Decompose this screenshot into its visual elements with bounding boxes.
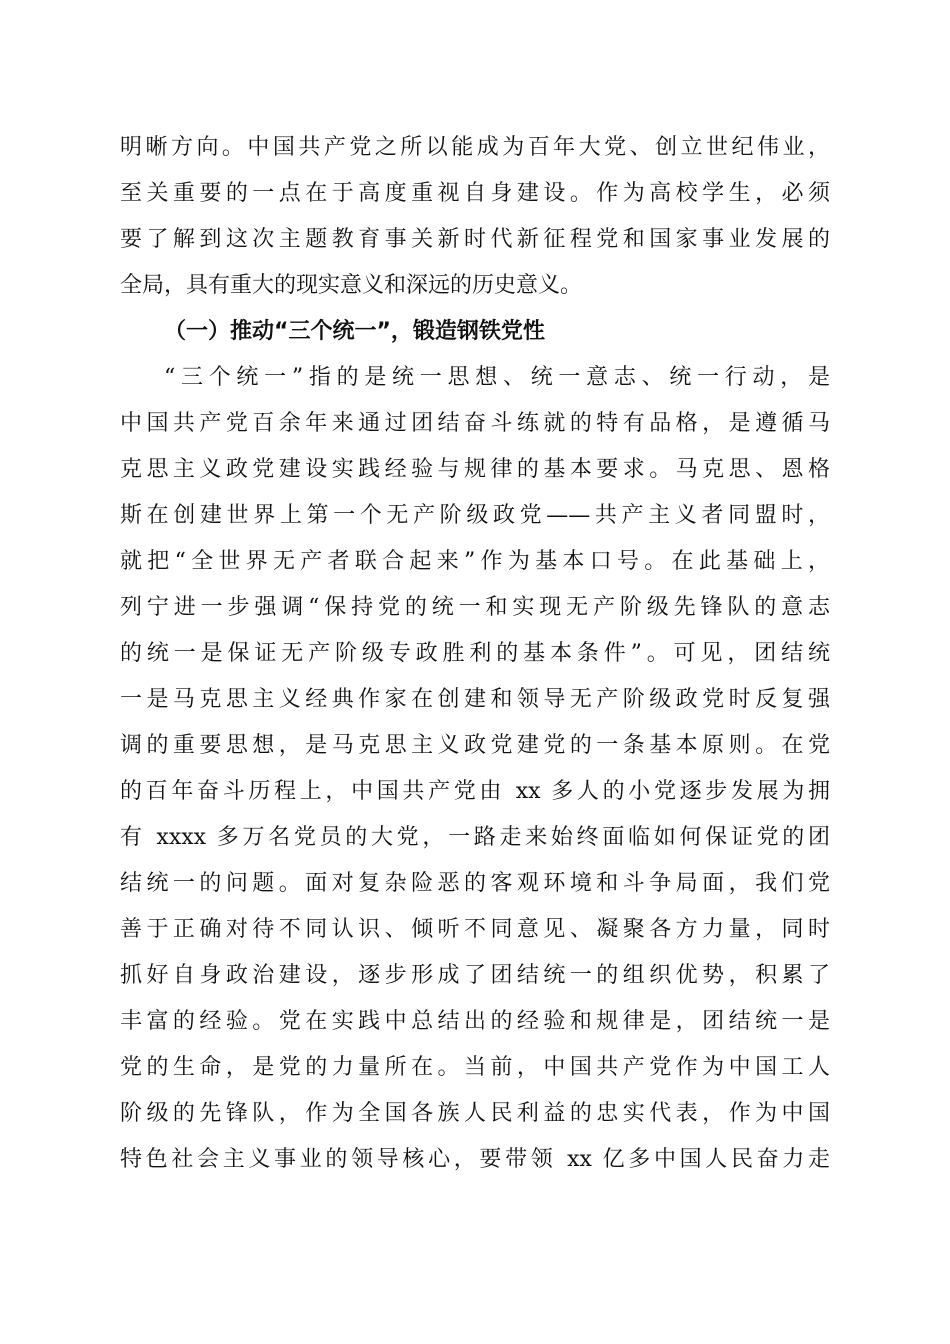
text-line: 中国共产党百余年来通过团结奋斗练就的特有品格，是遵循马 bbox=[120, 411, 830, 436]
text-line: 克思主义政党建设实践经验与规律的基本要求。马克思、恩格 bbox=[120, 457, 830, 482]
text-line: 丰富的经验。党在实践中总结出的经验和规律是，团结统一是 bbox=[120, 1009, 830, 1034]
text-line: 抓好自身政治建设，逐步形成了团结统一的组织优势，积累了 bbox=[120, 963, 830, 988]
text-line: 的百年奋斗历程上，中国共产党由 xx 多人的小党逐步发展为拥 bbox=[120, 779, 830, 804]
text-line: 善于正确对待不同认识、倾听不同意见、凝聚各方力量，同时 bbox=[120, 917, 830, 942]
body-text bbox=[120, 125, 830, 1183]
text-line: 要了解到这次主题教育事关新时代新征程党和国家事业发展的 bbox=[120, 227, 830, 252]
text-line: 党的生命，是党的力量所在。当前，中国共产党作为中国工人 bbox=[120, 1055, 830, 1080]
text-line: 明晰方向。中国共产党之所以能成为百年大党、创立世纪伟业， bbox=[120, 135, 830, 160]
text-line: 至关重要的一点在于高度重视自身建设。作为高校学生，必须 bbox=[120, 181, 830, 206]
text-line: 调的重要思想，是马克思主义政党建党的一条基本原则。在党 bbox=[120, 733, 830, 758]
text-line: 结统一的问题。面对复杂险恶的客观环境和斗争局面，我们党 bbox=[120, 871, 830, 896]
text-line: 有 xxxx 多万名党员的大党，一路走来始终面临如何保证党的团 bbox=[120, 825, 830, 850]
text-line: 斯在创建世界上第一个无产阶级政党——共产主义者同盟时， bbox=[120, 503, 830, 528]
section-heading: （一）推动“三个统一”，锻造钢铁党性 bbox=[164, 319, 545, 344]
text-line: “三个统一”指的是统一思想、统一意志、统一行动，是 bbox=[164, 365, 830, 390]
text-line: 特色社会主义事业的领导核心，要带领 xx 亿多中国人民奋力走 bbox=[120, 1147, 830, 1172]
text-line: 全局，具有重大的现实意义和深远的历史意义。 bbox=[120, 273, 583, 298]
text-line: 列宁进一步强调“保持党的统一和实现无产阶级先锋队的意志 bbox=[120, 595, 830, 620]
text-line: 的统一是保证无产阶级专政胜利的基本条件”。可见，团结统 bbox=[120, 641, 830, 666]
text-line: 一是马克思主义经典作家在创建和领导无产阶级政党时反复强 bbox=[120, 687, 830, 712]
text-line: 就把“全世界无产者联合起来”作为基本口号。在此基础上， bbox=[120, 549, 830, 574]
text-line: 阶级的先锋队，作为全国各族人民利益的忠实代表，作为中国 bbox=[120, 1101, 830, 1126]
